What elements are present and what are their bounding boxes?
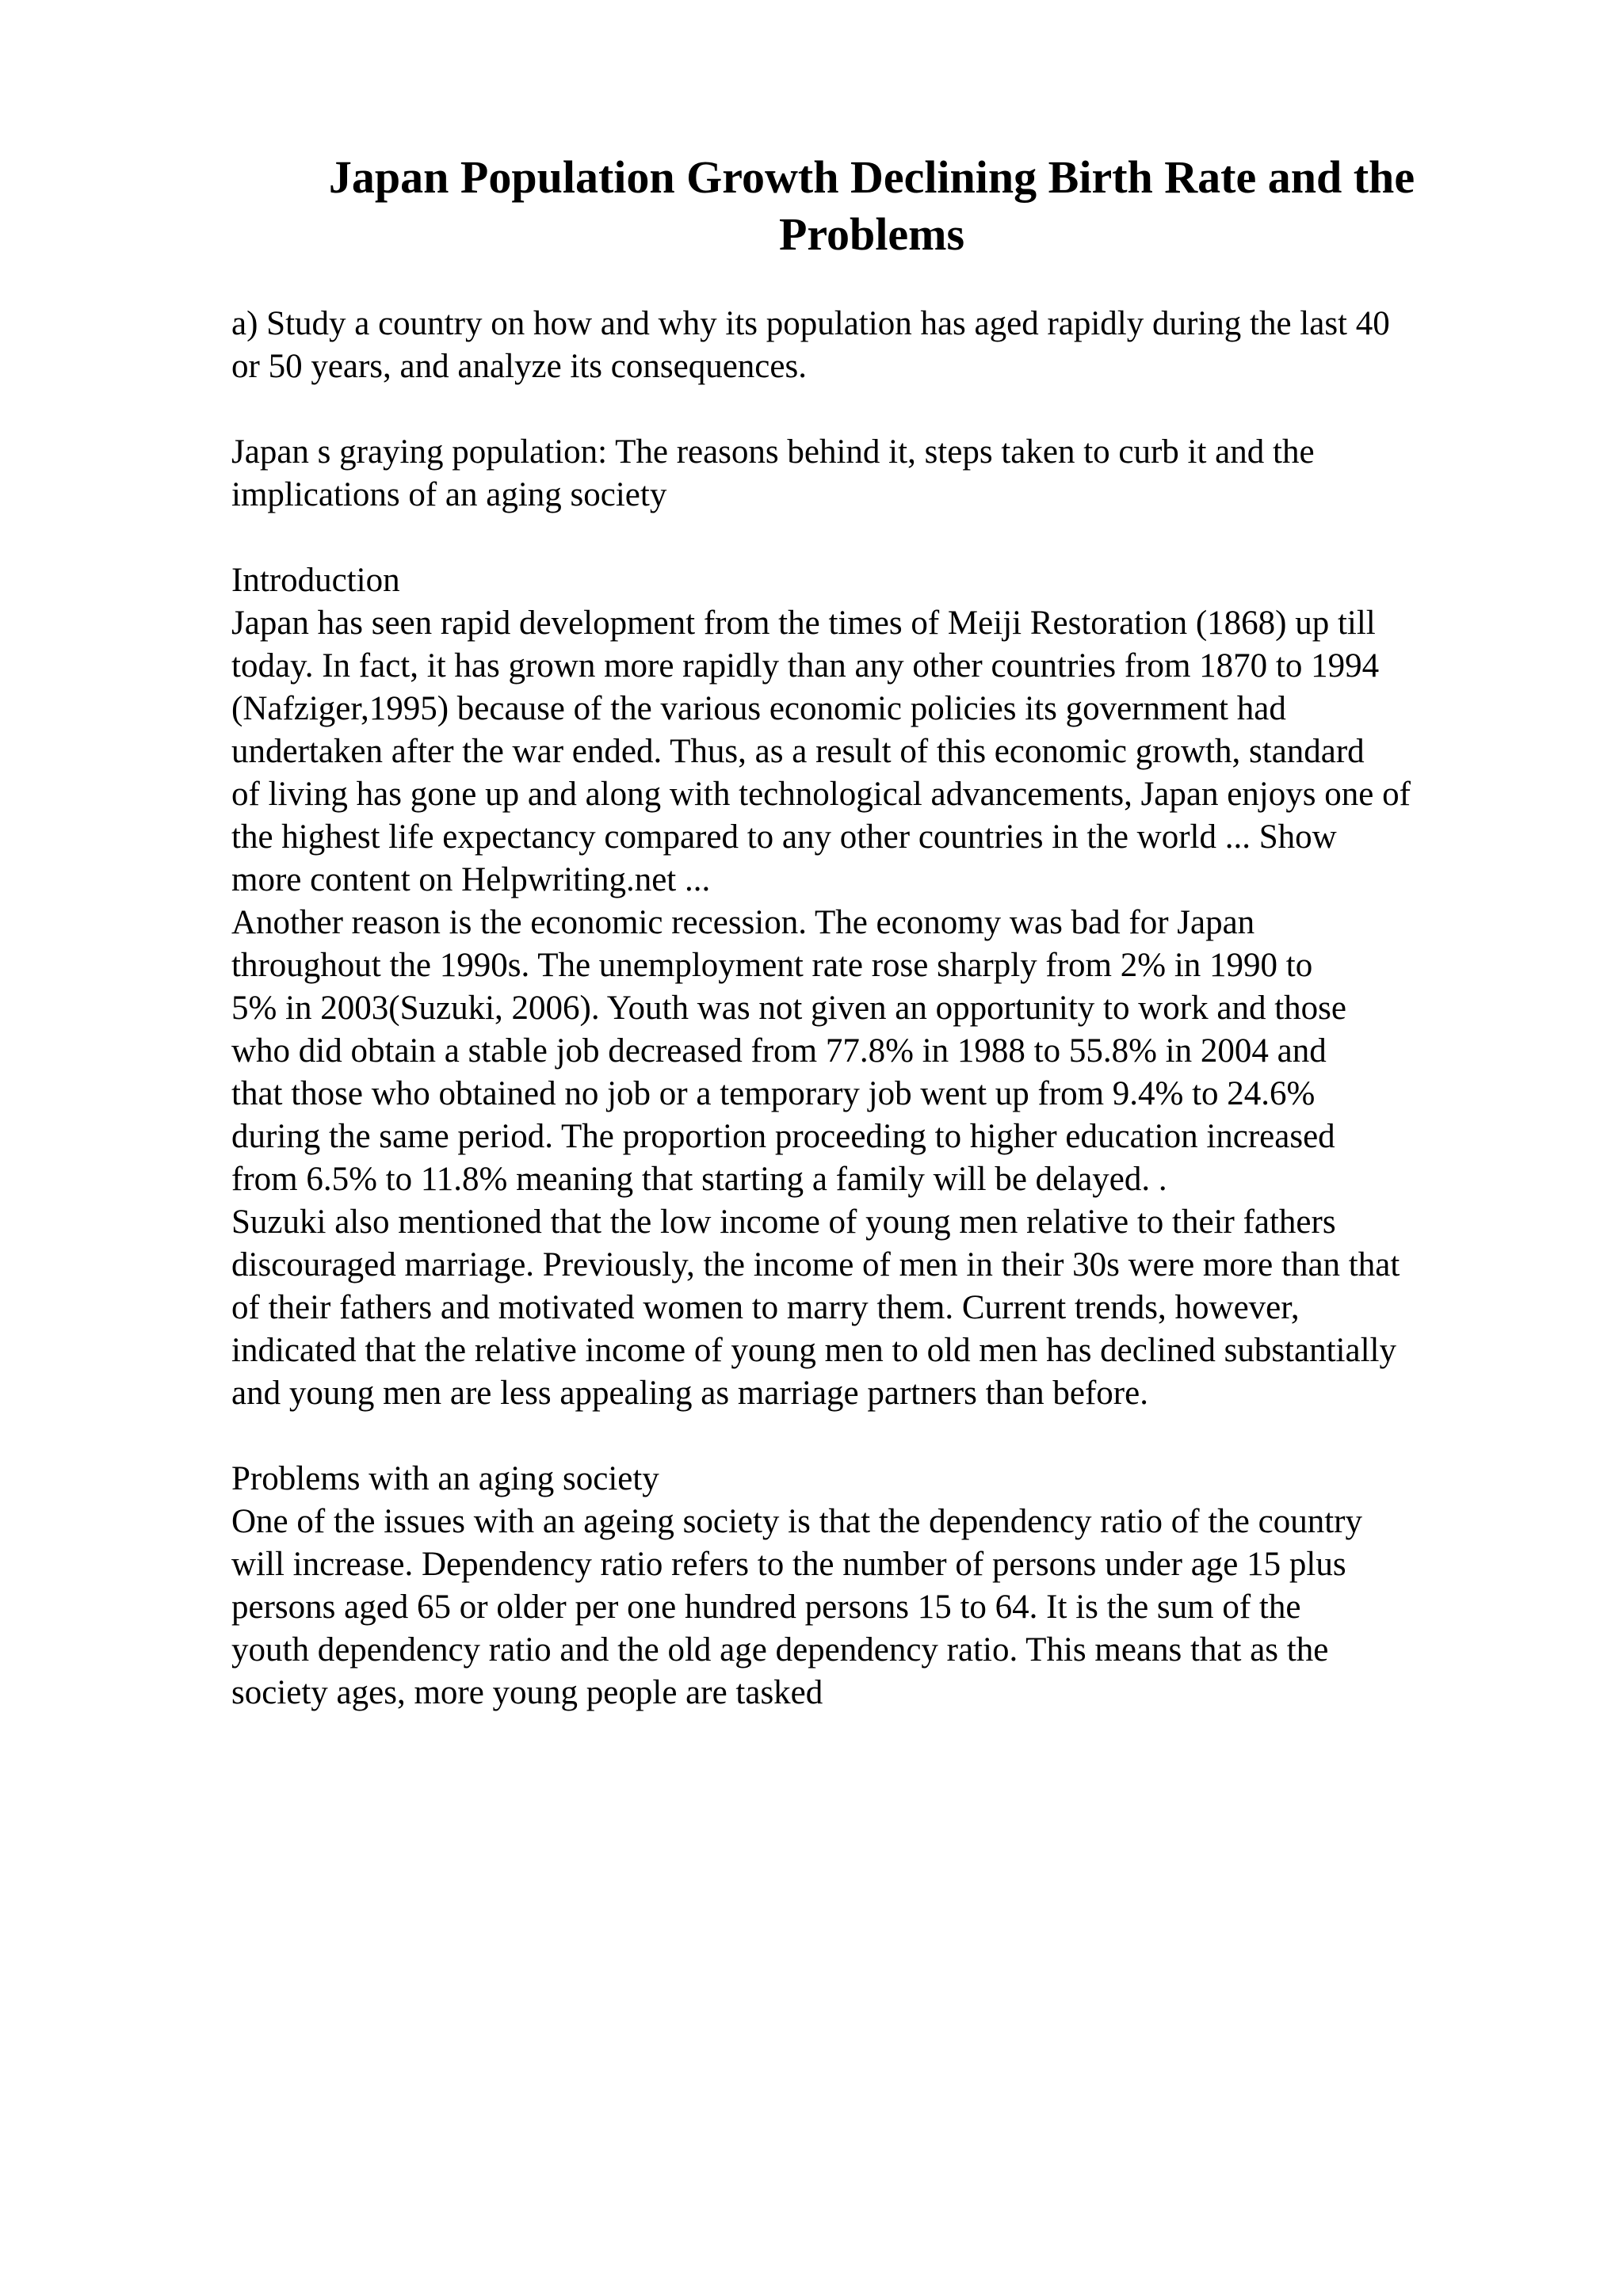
text-line: Suzuki also mentioned that the low income of young men relative to their fathers [231, 1203, 1336, 1241]
text-line: (Nafziger,1995) because of the various economic policies its government had [231, 690, 1286, 727]
text-line: or 50 years, and analyze its consequences. [231, 348, 807, 385]
text-line: discouraged marriage. Previously, the income of men in their 30s were more than that [231, 1246, 1400, 1283]
section-heading: Introduction [231, 562, 400, 599]
text-line: of living has gone up and along with technological advancements, Japan enjoys one of [231, 776, 1411, 813]
text-line: the highest life expectancy compared to any other countries in the world ... Show [231, 818, 1337, 856]
text-line: youth dependency ratio and the old age dependency ratio. This means that as the [231, 1631, 1329, 1669]
text-line: during the same period. The proportion proceeding to higher education increased [231, 1118, 1335, 1155]
text-line: today. In fact, it has grown more rapidly than any other countries from 1870 to 1994 [231, 647, 1380, 685]
section-heading: Problems with an aging society [231, 1460, 659, 1497]
text-line: and young men are less appealing as marriage partners than before. [231, 1375, 1148, 1412]
text-line: throughout the 1990s. The unemployment rate rose sharply from 2% in 1990 to [231, 947, 1313, 984]
text-line: will increase. Dependency ratio refers to the number of persons under age 15 plus [231, 1546, 1346, 1583]
text-line: from 6.5% to 11.8% meaning that starting a family will be delayed. . [231, 1161, 1167, 1198]
text-line: Japan s graying population: The reasons behind it, steps taken to curb it and the [231, 433, 1315, 471]
text-line: 5% in 2003(Suzuki, 2006). Youth was not given an opportunity to work and those [231, 990, 1346, 1027]
text-line: of their fathers and motivated women to marry them. Current trends, however, [231, 1289, 1300, 1326]
text-line: more content on Helpwriting.net ... [231, 861, 711, 898]
title-line: Japan Population Growth Declining Birth Rate and the [328, 151, 1415, 203]
text-line: implications of an aging society [231, 476, 667, 513]
text-line: a) Study a country on how and why its population has aged rapidly during the last 40 [231, 305, 1390, 342]
text-line: society ages, more young people are tasked [231, 1674, 823, 1711]
text-line: persons aged 65 or older per one hundred persons 15 to 64. It is the sum of the [231, 1589, 1301, 1626]
text-line: Japan has seen rapid development from the times of Meiji Restoration (1868) up till [231, 605, 1376, 642]
document-body [231, 303, 1531, 1714]
text-line: indicated that the relative income of young men to old men has declined substantially [231, 1332, 1396, 1369]
text-line: that those who obtained no job or a temporary job went up from 9.4% to 24.6% [231, 1075, 1316, 1112]
subtitle-paragraph [231, 431, 1531, 517]
problems-section [231, 1458, 1531, 1714]
text-line: Another reason is the economic recession. The economy was bad for Japan [231, 904, 1255, 941]
text-line: One of the issues with an ageing society is that the dependency ratio of the country [231, 1503, 1362, 1540]
text-line: who did obtain a stable job decreased from 77.8% in 1988 to 55.8% in 2004 and [231, 1032, 1327, 1070]
page-title [222, 149, 1522, 263]
title-line: Problems [778, 208, 965, 260]
introduction-section [231, 559, 1531, 1415]
text-line: undertaken after the war ended. Thus, as a result of this economic growth, standard [231, 733, 1365, 770]
question-paragraph [231, 303, 1531, 388]
